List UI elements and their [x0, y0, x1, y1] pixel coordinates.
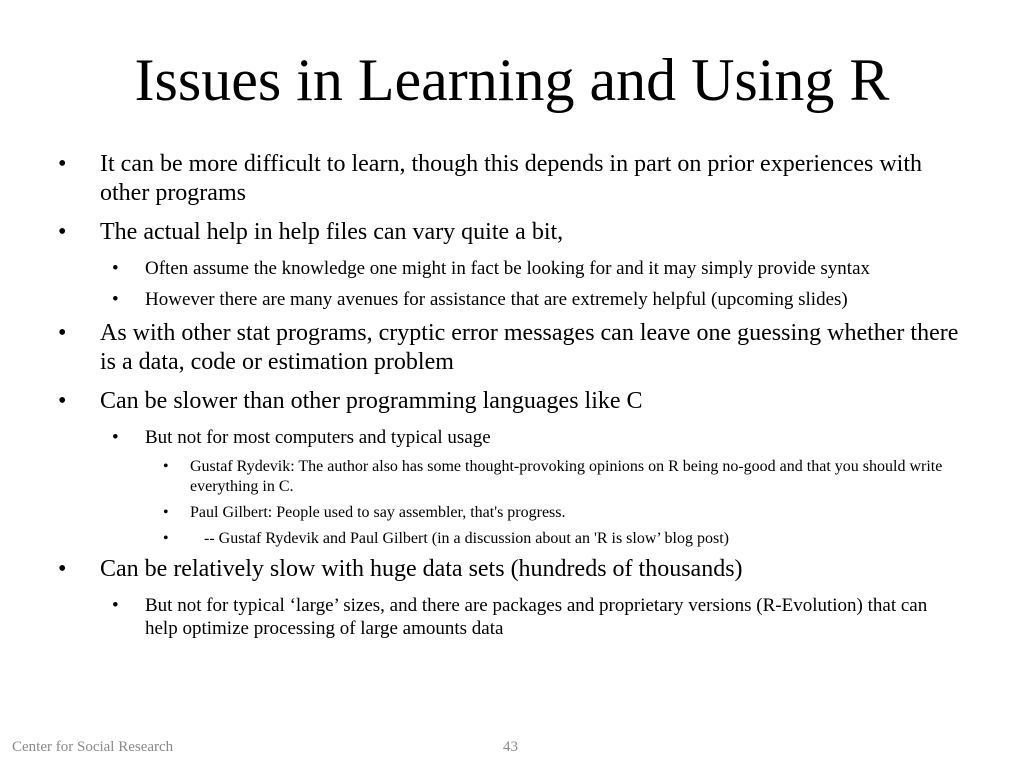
bullet-text: It can be more difficult to learn, though this depends in part on prior experiences with other programs — [100, 151, 922, 206]
footer-organization: Center for Social Research — [12, 739, 174, 755]
bullet-dot: • — [112, 595, 119, 616]
bullet-text: As with other stat programs, cryptic error messages can leave one guessing whether there is a data, code or estimation problem — [100, 320, 959, 375]
bullet-text: But not for typical ‘large’ sizes, and there are packages and proprietary versions (R-Evolution) that can help optimize processing of large amounts data — [145, 595, 928, 639]
sub-bullet-item — [0, 288, 1024, 311]
bullet-dot: • — [163, 504, 169, 521]
sub-sub-bullet-item — [0, 529, 1024, 549]
bullet-text: Often assume the knowledge one might in fact be looking for and it may simply provide syntax — [145, 258, 871, 279]
bullet-item — [0, 319, 1024, 377]
bullet-dot: • — [58, 151, 67, 177]
bullet-text: -- Gustaf Rydevik and Paul Gilbert (in a discussion about an 'R is slow’ blog post) — [204, 530, 729, 547]
bullet-dot: • — [163, 458, 169, 475]
sub-sub-bullet-item — [0, 503, 1024, 523]
slide-number: 43 — [503, 739, 518, 755]
sub-bullet-item — [0, 426, 1024, 449]
bullet-text: Can be slower than other programming languages like C — [100, 388, 643, 414]
sub-bullet-item — [0, 594, 1024, 640]
bullet-list — [0, 150, 1024, 648]
sub-bullet-item — [0, 257, 1024, 280]
bullet-text: Can be relatively slow with huge data sets (hundreds of thousands) — [100, 556, 743, 582]
bullet-item — [0, 218, 1024, 247]
bullet-text: Paul Gilbert: People used to say assembler, that's progress. — [190, 504, 566, 521]
bullet-dot: • — [112, 427, 119, 448]
bullet-dot: • — [112, 258, 119, 279]
bullet-item — [0, 555, 1024, 584]
bullet-text: However there are many avenues for assistance that are extremely helpful (upcoming slides) — [145, 289, 848, 310]
bullet-dot: • — [58, 219, 67, 245]
bullet-dot: • — [163, 530, 169, 547]
bullet-dot: • — [58, 320, 67, 346]
bullet-item — [0, 387, 1024, 416]
sub-sub-bullet-item — [0, 457, 1024, 497]
slide-title: Issues in Learning and Using R — [134, 47, 890, 113]
bullet-dot: • — [112, 289, 119, 310]
bullet-dot: • — [58, 388, 67, 414]
bullet-text: The actual help in help files can vary quite a bit, — [100, 219, 564, 245]
bullet-item — [0, 150, 1024, 208]
bullet-dot: • — [58, 556, 67, 582]
bullet-text: Gustaf Rydevik: The author also has some thought-provoking opinions on R being no-good and that you should write everything in C. — [190, 458, 943, 495]
bullet-text: But not for most computers and typical usage — [145, 427, 491, 448]
